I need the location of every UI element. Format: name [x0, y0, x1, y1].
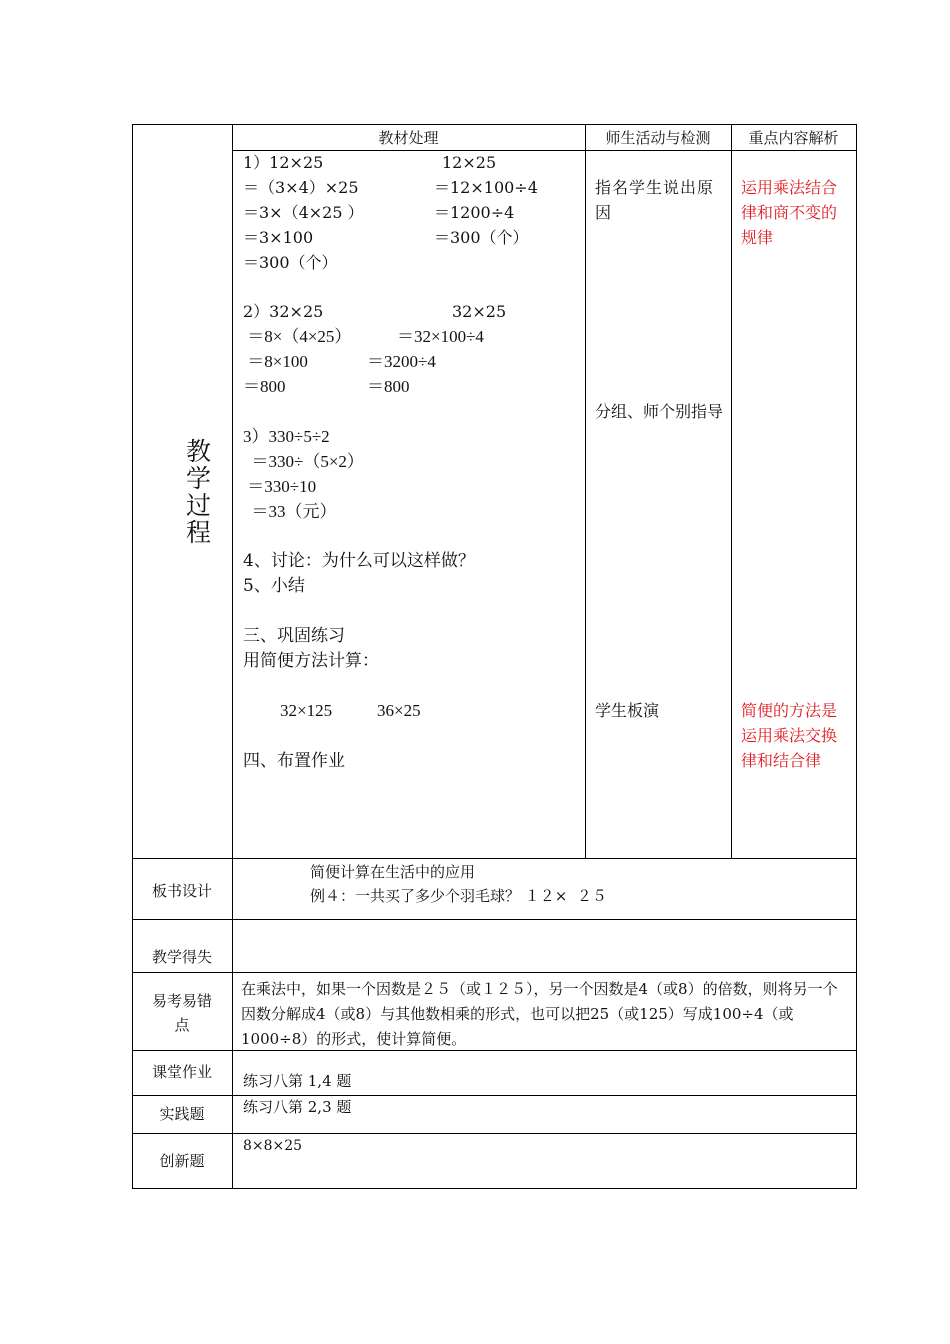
ex3-line: ＝330÷（5×2） [243, 452, 364, 471]
summary-item: 5、小结 [243, 576, 305, 596]
ex1-line: ＝3×100 [243, 228, 314, 247]
common-errors-label: 易考易错 [151, 992, 212, 1010]
common-errors-label: 点 [174, 1016, 190, 1034]
ex1-alt-line: ＝1200÷4 [434, 203, 515, 222]
ex2-line: 2）32×25 [243, 302, 324, 321]
ex1-line: ＝3×（4×25 ） [243, 203, 364, 222]
practice-title: 三、巩固练习 [243, 626, 345, 646]
ex3-line: ＝33（元） [243, 502, 337, 521]
ex1-alt-line: ＝300（个） [434, 228, 529, 247]
ex2-alt-line: ＝3200÷4 [367, 352, 436, 371]
activity-column-divider [585, 124, 586, 859]
activity-note: 分组、师个别指导 [595, 402, 724, 421]
row-divider-error [132, 972, 857, 973]
ex2-line: ＝8×（4×25） [243, 327, 352, 346]
practice-problem: 32×125 [280, 701, 333, 720]
ex1-line: ＝（3×4）×25 [243, 178, 359, 197]
row-divider-board [132, 858, 857, 859]
header-analysis: 重点内容解析 [748, 129, 839, 147]
activity-note: 学生板演 [595, 701, 660, 720]
homework-item: 四、布置作业 [243, 751, 345, 771]
ex1-line: 1）12×25 [243, 153, 324, 172]
analysis-note: 简便的方法是 [741, 701, 838, 720]
analysis-note: 运用乘法结合 [741, 178, 838, 197]
practice-task-label: 实践题 [159, 1105, 205, 1123]
analysis-note: 律和商不变的 [741, 203, 838, 222]
table-border-top [132, 124, 857, 125]
board-design-line: 简便计算在生活中的应用 [310, 863, 476, 881]
board-design-line: 例４：一共买了多少个羽毛球？ １２× ２５ [310, 887, 607, 905]
analysis-note: 律和结合律 [741, 751, 822, 770]
section-label-char: 程 [186, 518, 212, 547]
innovation-text: 8×8×25 [243, 1138, 303, 1154]
common-errors-text: 在乘法中，如果一个因数是２５（或１２５），另一个因数是4（或8）的倍数，则将另一个因数分解成4（或8）与其他数相乘的形式，也可以把25（或125）写成100÷4（或1000÷8）的形式，使计算简便。 [241, 980, 838, 1048]
ex2-line: ＝8×100 [243, 352, 308, 371]
ex2-line: ＝800 [243, 377, 286, 396]
label-column-divider [232, 124, 233, 1189]
class-homework-label: 课堂作业 [151, 1063, 212, 1081]
ex3-line: ＝330÷10 [243, 477, 317, 496]
ex2-alt-line: ＝32×100÷4 [397, 327, 484, 346]
activity-note: 因 [595, 203, 612, 222]
ex2-alt-line: ＝800 [367, 377, 410, 396]
header-material: 教材处理 [378, 129, 439, 147]
discussion-item: 4、讨论：为什么可以这样做？ [243, 551, 475, 571]
section-label-char: 学 [186, 464, 212, 493]
innovation-label: 创新题 [159, 1152, 205, 1170]
practice-subtitle: 用简便方法计算： [243, 651, 379, 671]
ex1-alt-line: ＝12×100÷4 [434, 178, 538, 197]
class-homework-text: 练习八第 1,4 题 [243, 1072, 352, 1090]
analysis-note: 规律 [741, 228, 774, 247]
row-divider-innov [132, 1133, 857, 1134]
ex1-line: ＝300（个） [243, 253, 338, 272]
practice-problem: 36×25 [377, 701, 421, 720]
ex3-line: 3）330÷5÷2 [243, 427, 330, 446]
table-border-bottom [132, 1188, 857, 1189]
activity-note: 指名学生说出原 [595, 178, 715, 197]
analysis-note: 运用乘法交换 [741, 726, 838, 745]
board-design-label: 板书设计 [151, 882, 212, 900]
header-activity: 师生活动与检测 [605, 129, 711, 147]
practice-task-text: 练习八第 2,3 题 [243, 1098, 352, 1116]
ex2-alt-line: 32×25 [452, 302, 507, 321]
ex1-alt-line: 12×25 [442, 153, 497, 172]
table-border-right [856, 124, 857, 1189]
row-divider-practice [132, 1095, 857, 1096]
section-label-char: 过 [186, 491, 212, 520]
header-divider [232, 150, 857, 151]
section-label-char: 教 [186, 437, 212, 466]
analysis-column-divider [731, 124, 732, 859]
row-divider-gain [132, 919, 857, 920]
teaching-gain-label: 教学得失 [151, 948, 212, 966]
